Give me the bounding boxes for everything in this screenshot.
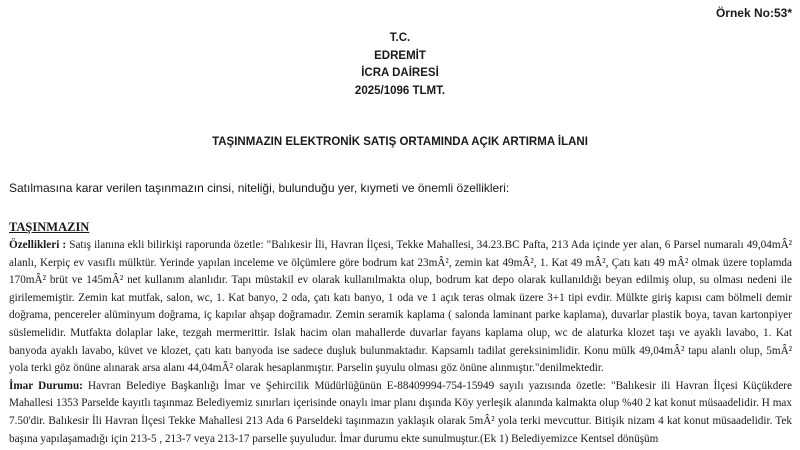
document-title: TAŞINMAZIN ELEKTRONİK SATIŞ ORTAMINDA AÇIK ARTIRMA İLANI: [212, 136, 588, 148]
intro-paragraph: Satılmasına karar verilen taşınmazın cinsi, niteliği, bulunduğu yer, kıymeti ve önemli özellikleri:: [9, 181, 510, 195]
property-details: [9, 237, 792, 448]
sample-number: Örnek No:53*: [715, 6, 792, 20]
header-line-country: T.C.: [389, 32, 411, 44]
features-text: Satış ilanına ekli bilirkişi raporunda özetle: "Balıkesir İli, Havran İlçesi, Tekke Mahallesi, 34.23.BC Pafta, 213 Ada içinde yer alan, 6 Parsel numaralı 49,04mÂ² alanlı, Kerpiç ev vasıflı mülktür. Yerinde yapılan inceleme ve ölçümlere göre bodrum kat 23mÂ², zemin kat 49mÂ², 1. Kat 49 mÂ², Çatı katı 49 mÂ² olmak üzere toplamda 170mÂ² brüt ve 145mÂ² net kullanım alanlıdır. Tapı müstakil ev olarak kullanılmakta olup, bodrum kat depo olarak kullanıldığı beyan edilmiş olup, su olması nedeni ile girilememiştir. Zemin kat mutfak, salon, wc, 1. Kat banyo, 2 oda, çatı katı banyo, 1 oda ve 1 açık teras olmak üzere 3+1 tipi evdir. Mülkte giriş kapısı cam bölmeli demir doğrama, pencereler alüminyum doğrama, iç kapılar ahşap doğramadır. Zemin seramik kaplama ( salonda laminant parke kaplama), duvarlar plastik boya, tavan kartonpiyer süslemelidir. Mutfakta dolaplar lake, tezgah mermerittir. Islak hacim olan mahallerde duvarlar fayans kaplama olup, wc de alaturka klozet taşı ve ayaklı lavabo, 1. Kat banyoda ayaklı lavabo, küvet ve klozet, çatı katı banyoda ise sadece duşluk bulunmaktadır. Kapsamlı tadilat gereksinimlidir. Konu mülk 49,04mÂ² tapu alanlı olup, 5mÂ² yola terki göz önüne alınarak arsa alanı 44,04mÂ² olarak hesaplanmıştır. Parselin şuyulu olması göz önüne alınmıştır."denilmektedir.: [9, 239, 793, 375]
features-label: Özellikleri :: [9, 239, 67, 251]
document-header: [0, 30, 800, 100]
header-line-district: EDREMİT: [374, 49, 426, 62]
zoning-label: İmar Durumu:: [9, 379, 83, 392]
header-line-office: İCRA DAİRESİ: [361, 67, 439, 79]
section-heading: TAŞINMAZIN: [9, 220, 90, 234]
zoning-text: Havran Belediye Başkanlığı İmar ve Şehircilik Müdürlüğünün E-88409994-754-15949 sayılı yazısında özetle: "Balıkesir ili Havran İlçesi Küçükdere Mahallesi 1353 Parselde kayıtlı taşınmaz Belediyemiz sınırları içerisinde onaylı imar planı dışında Köy yerleşik alanında kalmakta olup %40 2 kat konut müsaadelidir. H max 7.50'dir. Balıkesir İli Havran İlçesi Tekke Mahallesi 213 Ada 6 Parseldeki taşınmazın yaklaşık olarak 5mÂ² yola terki mevcuttur. Bitişik nizam 4 kat konut müsaadelidir. Tek başına yapılaşamadığı için 213-5 , 213-7 veya 213-17 parselle şuyuludur. İmar durumu ekte sunulmuştur.(Ek 1) Belediyemizce Kentsel dönüşüm: [9, 379, 792, 445]
header-line-file-number: 2025/1096 TLMT.: [354, 84, 446, 97]
features-paragraph: [9, 237, 792, 378]
zoning-paragraph: [9, 378, 792, 448]
